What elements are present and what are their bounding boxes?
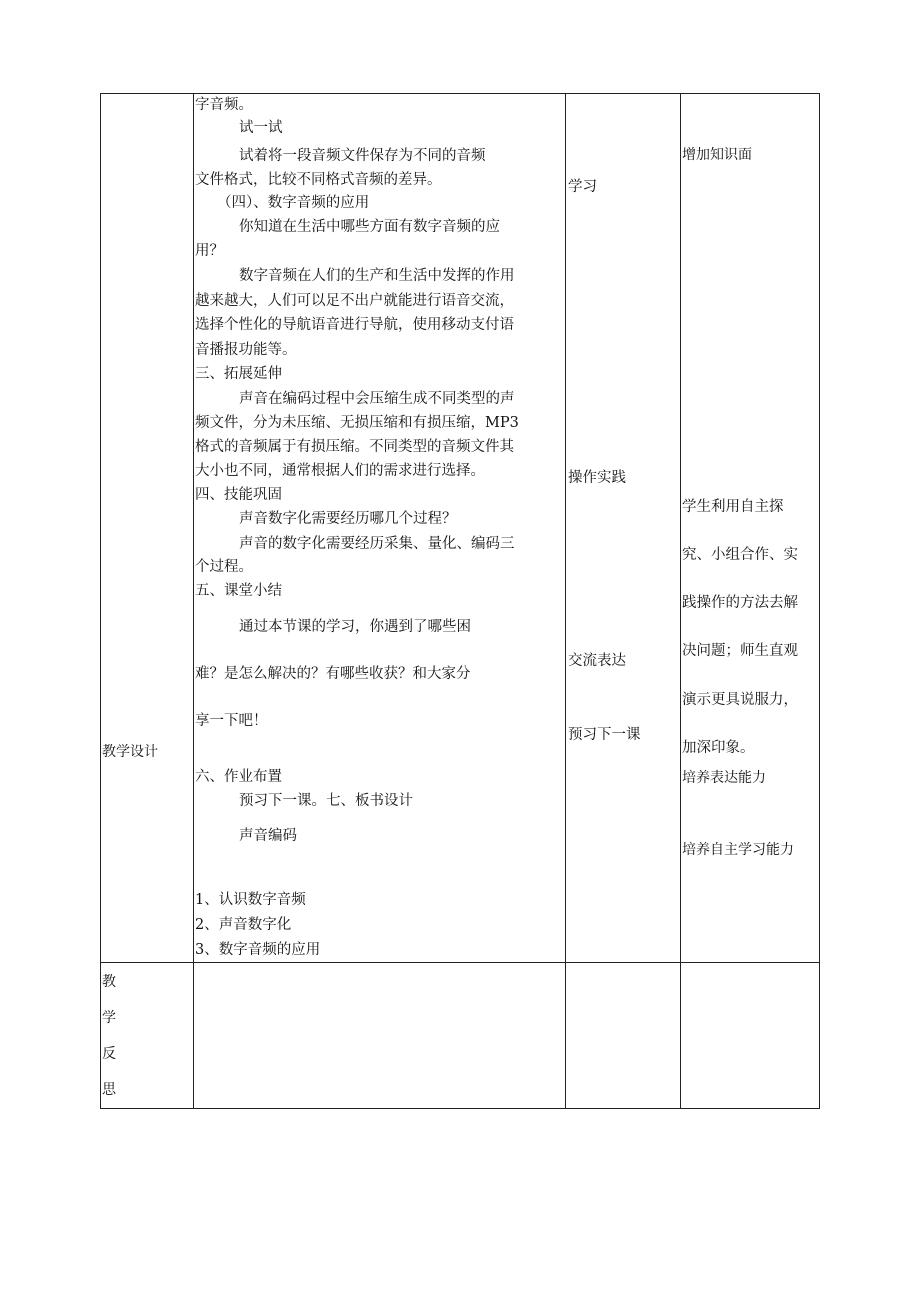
- intent-line: 加深印象。: [682, 740, 755, 756]
- content-line: 三、拓展延伸: [195, 366, 282, 382]
- intent-line: 践操作的方法去解: [682, 595, 798, 611]
- content-line: 1、认识数字音频: [195, 892, 306, 908]
- intent-line: 究、小组合作、实: [682, 547, 798, 563]
- table-divider-3: [680, 93, 681, 1109]
- content-line: 声音在编码过程中会压缩生成不同类型的声: [239, 391, 515, 407]
- table-row-divider: [100, 962, 820, 963]
- intent-item: 培养表达能力: [682, 770, 766, 786]
- activity-item: 学习: [568, 179, 597, 195]
- reflection-label-char: 思: [102, 1082, 116, 1098]
- activity-item: 预习下一课: [568, 727, 641, 743]
- intent-line: 学生利用自主探: [682, 499, 784, 515]
- intent-item: 增加知识面: [682, 147, 752, 163]
- content-line: 音播报功能等。: [195, 342, 297, 358]
- table-border-left: [100, 93, 101, 1109]
- content-line: 字音频。: [195, 97, 253, 113]
- content-line: 数字音频在人们的生产和生活中发挥的作用: [239, 268, 515, 284]
- content-line: 五、课堂小结: [195, 583, 282, 599]
- reflection-label-char: 教: [102, 974, 116, 990]
- content-line: 2、声音数字化: [195, 917, 292, 933]
- content-line: 声音的数字化需要经历采集、量化、编码三: [239, 536, 515, 552]
- content-line: 大小也不同，通常根据人们的需求进行选择。: [195, 463, 485, 479]
- content-line: 选择个性化的导航语音进行导航，使用移动支付语: [195, 317, 514, 333]
- activity-item: 操作实践: [568, 470, 626, 486]
- content-line: 频文件，分为未压缩、无损压缩和有损压缩，MP3: [195, 415, 519, 431]
- section-label-teaching-design: 教学设计: [102, 744, 158, 760]
- content-line: 个过程。: [195, 559, 253, 575]
- activity-item: 交流表达: [568, 653, 626, 669]
- table-border-top: [100, 93, 820, 94]
- content-line: （四）、数字音频的应用: [217, 195, 370, 211]
- content-line: 文件格式，比较不同格式音频的差异。: [195, 172, 442, 188]
- intent-line: 决问题；师生直观: [682, 643, 798, 659]
- intent-line: 演示更具说服力，: [682, 692, 798, 708]
- content-line: 3、数字音频的应用: [195, 942, 321, 958]
- intent-item: 培养自主学习能力: [682, 842, 794, 858]
- content-line: 难？是怎么解决的？有哪些收获？和大家分: [195, 666, 471, 682]
- table-border-bottom: [100, 1108, 820, 1109]
- table-divider-1: [193, 93, 194, 1109]
- content-line: 四、技能巩固: [195, 487, 282, 503]
- content-line: 试着将一段音频文件保存为不同的音频: [239, 148, 486, 164]
- reflection-label-char: 反: [102, 1046, 116, 1062]
- table-divider-2: [565, 93, 566, 1109]
- table-border-right: [819, 93, 820, 1109]
- content-line: 试一试: [239, 120, 283, 136]
- content-line: 通过本节课的学习，你遇到了哪些困: [239, 619, 471, 635]
- content-line: 声音编码: [239, 828, 297, 844]
- content-line: 越来越大，人们可以足不出户就能进行语音交流，: [195, 293, 514, 309]
- content-line: 格式的音频属于有损压缩。不同类型的音频文件其: [195, 439, 514, 455]
- content-line: 声音数字化需要经历哪几个过程？: [239, 511, 457, 527]
- content-line: 享一下吧！: [195, 713, 268, 729]
- content-line: 六、作业布置: [195, 769, 282, 785]
- content-line: 用？: [195, 243, 224, 259]
- content-line: 你知道在生活中哪些方面有数字音频的应: [239, 219, 500, 235]
- reflection-label-char: 学: [102, 1010, 116, 1026]
- content-line: 预习下一课。七、板书设计: [239, 793, 413, 809]
